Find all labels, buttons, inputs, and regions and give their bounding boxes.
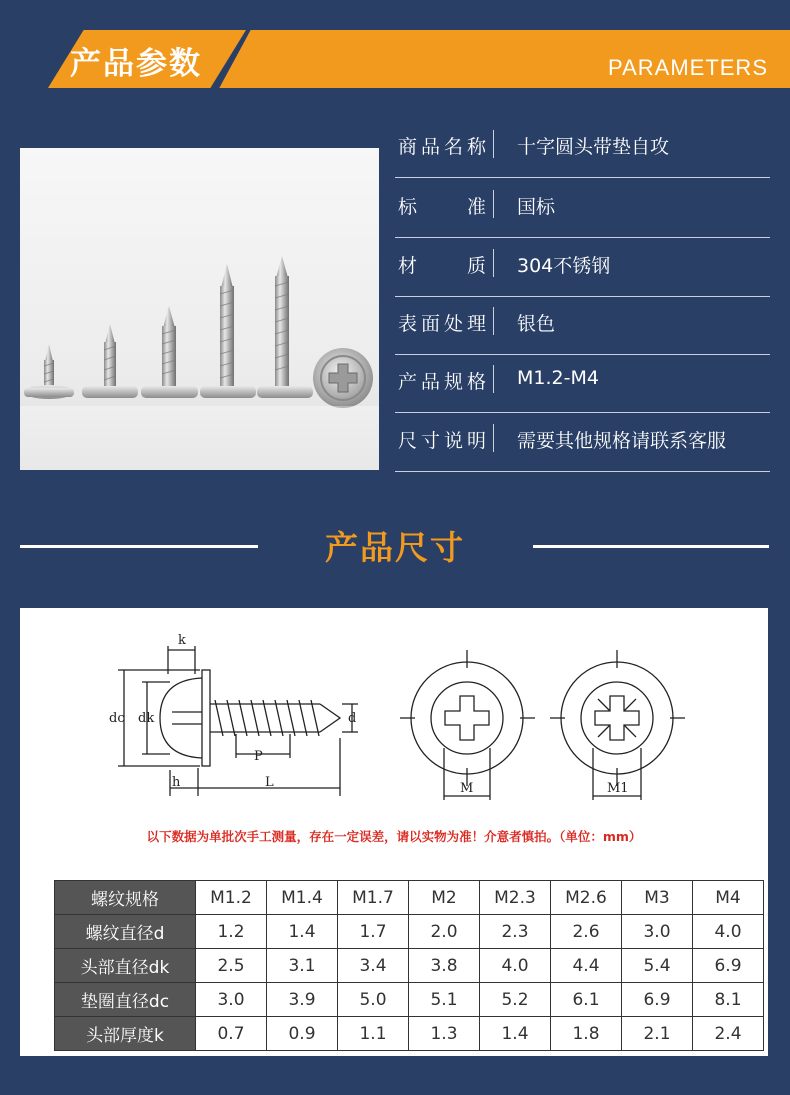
table-cell: 5.2: [480, 983, 551, 1017]
dimension-panel: [20, 608, 768, 1056]
table-row: [55, 1017, 764, 1051]
measurement-note: 以下数据为单批次手工测量，存在一定误差，请以实物为准！介意者慎拍。（单位：mm）: [146, 829, 642, 844]
table-cell: M1.7: [338, 881, 409, 915]
table-cell: 6.9: [622, 983, 693, 1017]
table-cell: 2.0: [409, 915, 480, 949]
row-header: 头部直径dk: [55, 949, 196, 983]
param-row-name: [395, 120, 770, 178]
table-cell: 4.4: [551, 949, 622, 983]
dim-label-p: P: [254, 749, 263, 764]
dim-label-k: k: [178, 633, 186, 648]
table-cell: M1.2: [196, 881, 267, 915]
param-divider: [493, 249, 494, 277]
dim-label-d: d: [348, 711, 357, 726]
screw-photo-illustration: [20, 148, 379, 470]
param-divider: [493, 190, 494, 218]
table-cell: 5.0: [338, 983, 409, 1017]
param-label: 材质: [398, 255, 486, 277]
table-row: [55, 915, 764, 949]
table-cell: 3.0: [622, 915, 693, 949]
table-cell: 6.1: [551, 983, 622, 1017]
param-divider: [493, 307, 494, 335]
table-cell: 2.1: [622, 1017, 693, 1051]
param-value: 十字圆头带垫自攻: [517, 136, 670, 158]
table-cell: M2: [409, 881, 480, 915]
table-cell: 1.3: [409, 1017, 480, 1051]
param-row-spec: [395, 355, 770, 413]
table-cell: 4.0: [480, 949, 551, 983]
table-cell: M2.3: [480, 881, 551, 915]
table-cell: 3.0: [196, 983, 267, 1017]
param-row-material: [395, 239, 770, 297]
table-cell: 3.4: [338, 949, 409, 983]
table-cell: 1.1: [338, 1017, 409, 1051]
table-cell: 8.1: [693, 983, 764, 1017]
param-value: 银色: [517, 313, 556, 335]
dim-label-m: M: [460, 781, 474, 796]
param-divider: [493, 365, 494, 393]
dim-label-h: h: [172, 775, 181, 790]
table-row: [55, 949, 764, 983]
dim-label-dc: dc: [109, 711, 125, 726]
table-cell: 0.7: [196, 1017, 267, 1051]
row-header: 螺纹规格: [55, 881, 196, 915]
dim-label-dk: dk: [138, 711, 155, 726]
table-cell: 5.1: [409, 983, 480, 1017]
table-cell: 3.1: [267, 949, 338, 983]
param-label: 商品名称: [398, 136, 486, 158]
table-row: [55, 983, 764, 1017]
product-photo: [20, 148, 379, 470]
dim-label-m1: M1: [607, 781, 629, 796]
table-cell: 2.6: [551, 915, 622, 949]
param-row-size-note: [395, 414, 770, 472]
table-cell: 3.9: [267, 983, 338, 1017]
screw-2: [82, 324, 138, 398]
row-header: 头部厚度k: [55, 1017, 196, 1051]
param-row-standard: [395, 180, 770, 238]
param-value: 国标: [517, 196, 556, 218]
table-cell: M3: [622, 881, 693, 915]
table-cell: 4.0: [693, 915, 764, 949]
table-cell: 2.3: [480, 915, 551, 949]
param-label: 产品规格: [398, 371, 486, 393]
screw-1: [24, 344, 74, 399]
screw-5: [257, 256, 313, 398]
param-value: 需要其他规格请联系客服: [517, 430, 727, 452]
table-cell: M1.4: [267, 881, 338, 915]
table-cell: 0.9: [267, 1017, 338, 1051]
table-cell: M2.6: [551, 881, 622, 915]
table-cell: 2.5: [196, 949, 267, 983]
screw-head-front: [313, 348, 373, 408]
table-cell: 3.8: [409, 949, 480, 983]
param-value: M1.2-M4: [517, 367, 599, 389]
screw-4: [200, 264, 256, 398]
screw-dimension-diagram: [20, 608, 768, 818]
table-cell: 6.9: [693, 949, 764, 983]
table-cell: 1.2: [196, 915, 267, 949]
table-cell: 1.7: [338, 915, 409, 949]
param-label: 标准: [398, 196, 486, 218]
table-cell: M4: [693, 881, 764, 915]
section-title-dimensions: 产品尺寸: [325, 528, 465, 567]
row-header: 螺纹直径d: [55, 915, 196, 949]
table-cell: 1.4: [267, 915, 338, 949]
spec-table: [54, 880, 764, 1051]
param-label: 表面处理: [398, 313, 486, 335]
row-header: 垫圈直径dc: [55, 983, 196, 1017]
table-cell: 1.4: [480, 1017, 551, 1051]
param-value: 304不锈钢: [517, 255, 611, 277]
dim-label-l: L: [265, 775, 274, 790]
param-divider: [493, 130, 494, 158]
table-cell: 2.4: [693, 1017, 764, 1051]
param-label: 尺寸说明: [398, 430, 486, 452]
param-row-surface: [395, 297, 770, 355]
section-title-parameters: 产品参数: [70, 46, 202, 82]
table-row: [55, 881, 764, 915]
table-cell: 1.8: [551, 1017, 622, 1051]
section-subtitle-en: PARAMETERS: [608, 55, 768, 80]
table-cell: 5.4: [622, 949, 693, 983]
param-divider: [493, 424, 494, 452]
